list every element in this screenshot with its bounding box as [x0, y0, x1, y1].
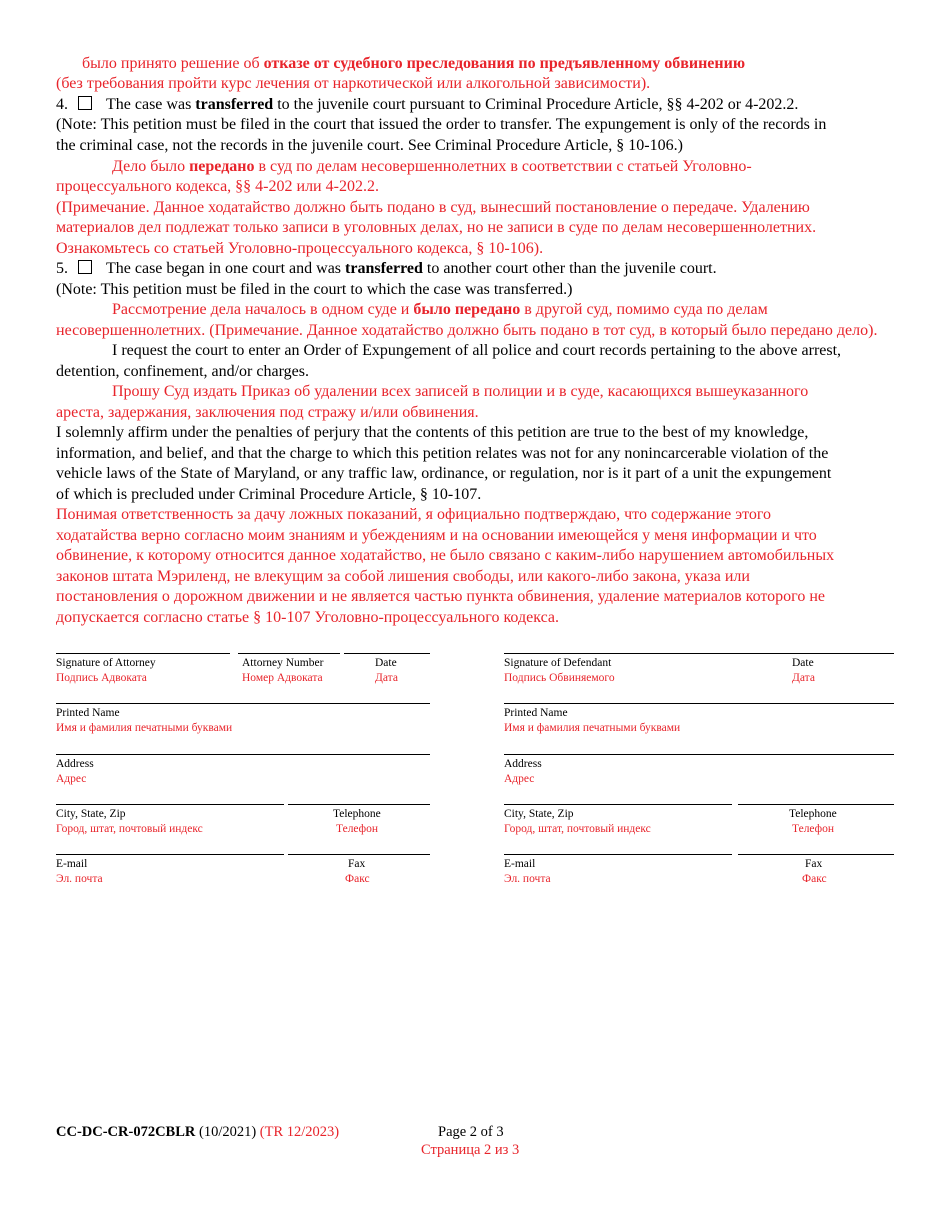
text-line: (Note: This petition must be filed in the court to which the case was transferred.) [56, 281, 573, 298]
item-4: 4. The case was transferred to the juvenile court pursuant to Criminal Procedure Article, §§ 4-202 or 4-202.2. [56, 96, 799, 113]
text-line: (без требования пройти курс лечения от наркотической или алкогольной зависимости). [56, 75, 651, 92]
text-line: несовершеннолетних. (Примечание. Данное ходатайство должно быть подано в тот суд, в который было передано дело). [56, 322, 878, 339]
defendant-email-label: E-mail Эл. почта [504, 858, 551, 885]
text-line: законов штата Мэриленд, не влекущим за собой лишения свободы, или какого-либо закона, указа или [56, 568, 750, 585]
text-line: постановления о дорожном движении и не является частью пункта обвинения, удаление материалов которого не [56, 588, 825, 605]
defendant-email-line[interactable] [504, 854, 732, 855]
text-line: Прошу Суд издать Приказ об удалении всех записей в полиции и в суде, касающихся вышеуказанного [112, 383, 809, 400]
defendant-telephone-line[interactable] [738, 804, 894, 805]
defendant-city-label: City, State, Zip Город, штат, почтовый индекс [504, 808, 651, 835]
attorney-email-line[interactable] [56, 854, 284, 855]
attorney-name-label: Printed Name Имя и фамилия печатными буквами [56, 707, 233, 734]
text-line: (Note: This petition must be filed in the court that issued the order to transfer. The expungement is only of the records in [56, 116, 827, 133]
attorney-email-label: E-mail Эл. почта [56, 858, 103, 885]
text-line: Рассмотрение дела началось в одном суде и было передано в другой суд, помимо суда по делам [112, 301, 768, 318]
text-line: Дело было передано в суд по делам несовершеннолетних в соответствии с статьей Уголовно- [112, 158, 752, 175]
defendant-signature-line[interactable] [504, 653, 894, 654]
defendant-signature-label: Signature of Defendant Подпись Обвиняемого [504, 657, 615, 684]
text-line: information, and belief, and that the charge to which this petition relates was not for any nonincarcerable violation of the [56, 445, 829, 462]
attorney-city-line[interactable] [56, 804, 284, 805]
text-line: I solemnly affirm under the penalties of perjury that the contents of this petition are true to the best of my knowledge, [56, 424, 809, 441]
defendant-name-line[interactable] [504, 703, 894, 704]
attorney-date-label: Date Дата [375, 657, 398, 684]
attorney-number-line[interactable] [238, 653, 340, 654]
attorney-signature-label: Signature of Attorney Подпись Адвоката [56, 657, 156, 684]
text-line: ходатайства верно согласно моим знаниям и убеждениям и на основании имеющейся у меня информации и что [56, 527, 817, 544]
text-line: допускается согласно статье § 10-107 Уголовно-процессуального кодекса. [56, 609, 559, 626]
attorney-name-line[interactable] [56, 703, 430, 704]
attorney-address-line[interactable] [56, 754, 430, 755]
attorney-telephone-label: Telephone Телефон [333, 808, 381, 835]
attorney-date-line[interactable] [344, 653, 430, 654]
page-number-ru: Страница 2 из 3 [421, 1142, 520, 1158]
item-4-checkbox[interactable] [78, 96, 92, 110]
form-identifier: CC-DC-CR-072CBLR (10/2021) (TR 12/2023) [56, 1124, 340, 1140]
text-line: было принято решение об отказе от судебного преследования по предъявленному обвинению [82, 55, 746, 72]
text-line: Ознакомьтесь со статьей Уголовно-процессуального кодекса, § 10-106). [56, 240, 544, 257]
text-line: vehicle laws of the State of Maryland, or any traffic law, ordinance, or regulation, nor is it part of a unit the expungement [56, 465, 832, 482]
defendant-name-label: Printed Name Имя и фамилия печатными буквами [504, 707, 681, 734]
defendant-fax-line[interactable] [738, 854, 894, 855]
defendant-address-label: Address Адрес [504, 758, 542, 785]
text-line: I request the court to enter an Order of Expungement of all police and court records pertaining to the above arrest, [112, 342, 842, 359]
item-5-checkbox[interactable] [78, 260, 92, 274]
attorney-telephone-line[interactable] [288, 804, 430, 805]
attorney-city-label: City, State, Zip Город, штат, почтовый индекс [56, 808, 203, 835]
attorney-number-label: Attorney Number Номер Адвоката [242, 657, 324, 684]
attorney-fax-line[interactable] [288, 854, 430, 855]
text-line: обвинение, к которому относится данное ходатайство, не было связано с каким-либо нарушением автомобильных [56, 547, 835, 564]
attorney-address-label: Address Адрес [56, 758, 94, 785]
text-line: процессуального кодекса, §§ 4-202 или 4-202.2. [56, 178, 379, 195]
text-line: of which is precluded under Criminal Procedure Article, § 10-107. [56, 486, 482, 503]
text-line: Понимая ответственность за дачу ложных показаний, я официально подтверждаю, что содержание этого [56, 506, 772, 523]
defendant-telephone-label: Telephone Телефон [789, 808, 837, 835]
defendant-address-line[interactable] [504, 754, 894, 755]
defendant-city-line[interactable] [504, 804, 732, 805]
text-line: (Примечание. Данное ходатайство должно быть подано в суд, вынесший постановление о передаче. Удалению [56, 199, 810, 216]
text-line: ареста, задержания, заключения под стражу и/или обвинения. [56, 404, 479, 421]
page-number: Page 2 of 3 [438, 1124, 504, 1140]
text-line: материалов дел подлежат только записи в уголовных делах, но не записи в суде по делам несовершеннолетних. [56, 219, 817, 236]
text-line: the criminal case, not the records in the juvenile court. See Criminal Procedure Article, § 10-106.) [56, 137, 683, 154]
defendant-date-label: Date Дата [792, 657, 815, 684]
text-line: detention, confinement, and/or charges. [56, 363, 309, 380]
defendant-fax-label: Fax Факс [802, 858, 827, 885]
attorney-signature-line[interactable] [56, 653, 230, 654]
attorney-fax-label: Fax Факс [345, 858, 370, 885]
item-5: 5. The case began in one court and was transferred to another court other than the juvenile court. [56, 260, 717, 277]
